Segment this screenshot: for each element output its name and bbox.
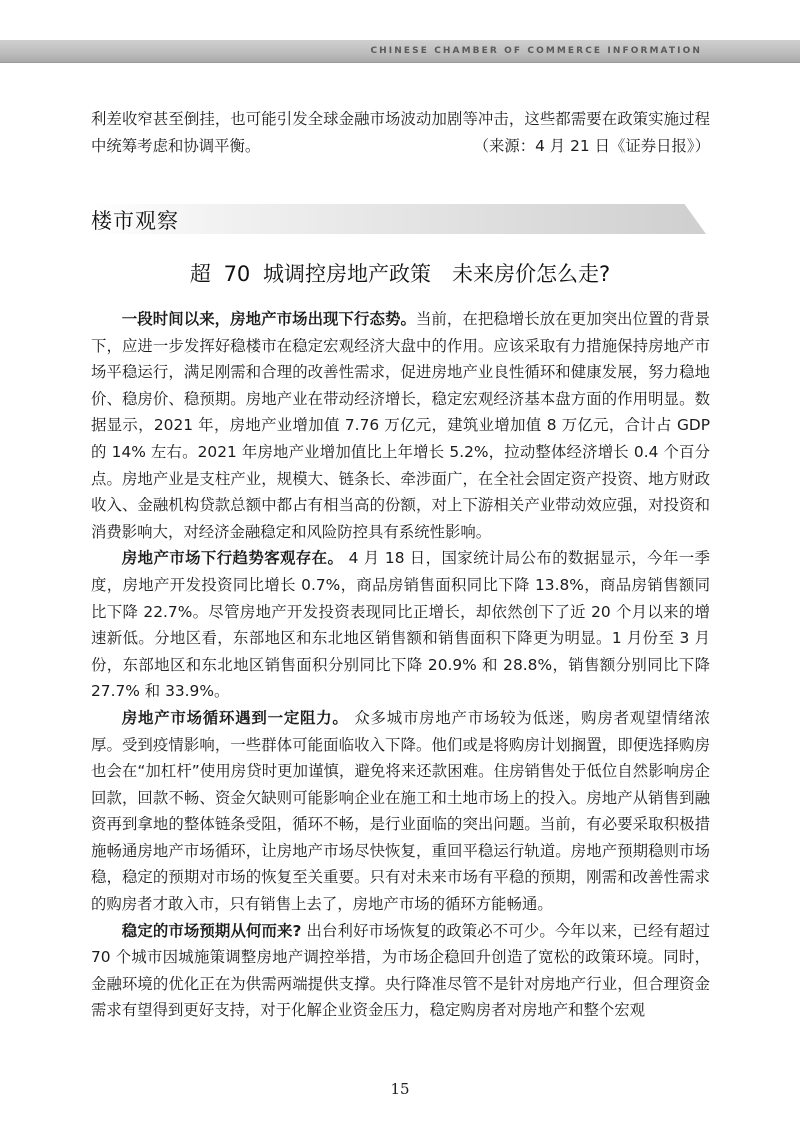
paragraph-lead: 一段时间以来，房地产市场出现下行态势。 [121, 310, 416, 328]
paragraph [91, 705, 710, 918]
article-source: （来源：4 月 21 日《证券日报》） [473, 137, 710, 155]
paragraph-lead: 房地产市场循环遇到一定阻力。 [121, 708, 349, 727]
paragraph [91, 918, 710, 1024]
article-title: 超 70 城调控房地产政策 未来房价怎么走? [189, 262, 611, 286]
paragraph-lead: 房地产市场下行趋势客观存在。 [121, 549, 344, 568]
paragraph [91, 306, 710, 545]
page-number: 15 [390, 1080, 410, 1098]
previous-article-continuation: 利差收窄甚至倒挂，也可能引发全球金融市场波动加剧等冲击，这些都需要在政策实施过程中统筹考虑和协调平衡。 [91, 110, 710, 155]
paragraph-text: 众多城市房地产市场较为低迷，购房者观望情绪浓厚。受到疫情影响，一些群体可能面临收入下降。他们或是将购房计划搁置，即便选择购房也会在“加杠杆”使用房贷时更加谨慎，避免将来还款困难。住房销售处于低位自然影响房企回款，回款不畅、资金欠缺则可能影响企业在施工和土地市场上的投入。房地产从销售到融资再到拿地的整体链条受阻，循环不畅，是行业面临的突出问题。当前，有必要采取积极措施畅通房地产市场循环，让房地产市场尽快恢复，重回平稳运行轨道。房地产预期稳则市场稳，稳定的预期对市场的恢复至关重要。只有对未来市场有平稳的预期，刚需和改善性需求的购房者才敢入市，只有销售上去了，房地产市场的循环方能畅通。 [91, 708, 710, 914]
paragraph-lead: 稳定的市场预期从何而来? [121, 921, 302, 940]
paragraph-text: 出台利好市场恢复的政策必不可少。今年以来，已经有超过 70 个城市因城施策调整房地产调控举措，为市场企稳回升创造了宽松的政策环境。同时，金融环境的优化正在为供需两端提供支撑。央行降准尽管不是针对房地产行业，但合理资金需求有望得到更好支持，对于化解企业资金压力，稳定购房者对房地产和整个宏观 [91, 921, 710, 1020]
section-title: 楼市观察 [91, 209, 179, 233]
paragraph-text: 4 月 18 日，国家统计局公布的数据显示，今年一季度，房地产开发投资同比增长 0.7%，商品房销售面积同比下降 13.8%，商品房销售额同比下降 22.7%。尽管房地产开发投资表现同比正增长，却依然创下了近 20 个月以来的增速新低。分地区看，东部地区和东北地区销售额和销售面积下降更为明显。1 月份至 3 月份，东部地区和东北地区销售面积分别同比下降 20.9% 和 28.8%，销售额分别同比下降 27.7% 和 33.9%。 [91, 549, 710, 701]
running-title: CHINESE CHAMBER OF COMMERCE INFORMATION [370, 46, 702, 56]
article-body [91, 306, 710, 1024]
paragraph [91, 545, 710, 705]
paragraph-text: 当前，在把稳增长放在更加突出位置的背景下，应进一步发挥好稳楼市在稳定宏观经济大盘中的作用。应该采取有力措施保持房地产市场平稳运行，满足刚需和合理的改善性需求，促进房地产业良性循环和健康发展，努力稳地价、稳房价、稳预期。房地产业在带动经济增长，稳定宏观经济基本盘方面的作用明显。数据显示，2021 年，房地产业增加值 7.76 万亿元，建筑业增加值 8 万亿元，合计占 GDP 的 14% 左右。2021 年房地产业增加值比上年增长 5.2%，拉动整体经济增长 0.4 个百分点。房地产业是支柱产业，规模大、链条长、牵涉面广，在全社会固定资产投资、地方财政收入、金融机构贷款总额中都占有相当高的份额，对上下游相关产业带动效应强，对投资和消费影响大，对经济金融稳定和风险防控具有系统性影响。 [91, 310, 710, 541]
section-banner [91, 204, 706, 234]
